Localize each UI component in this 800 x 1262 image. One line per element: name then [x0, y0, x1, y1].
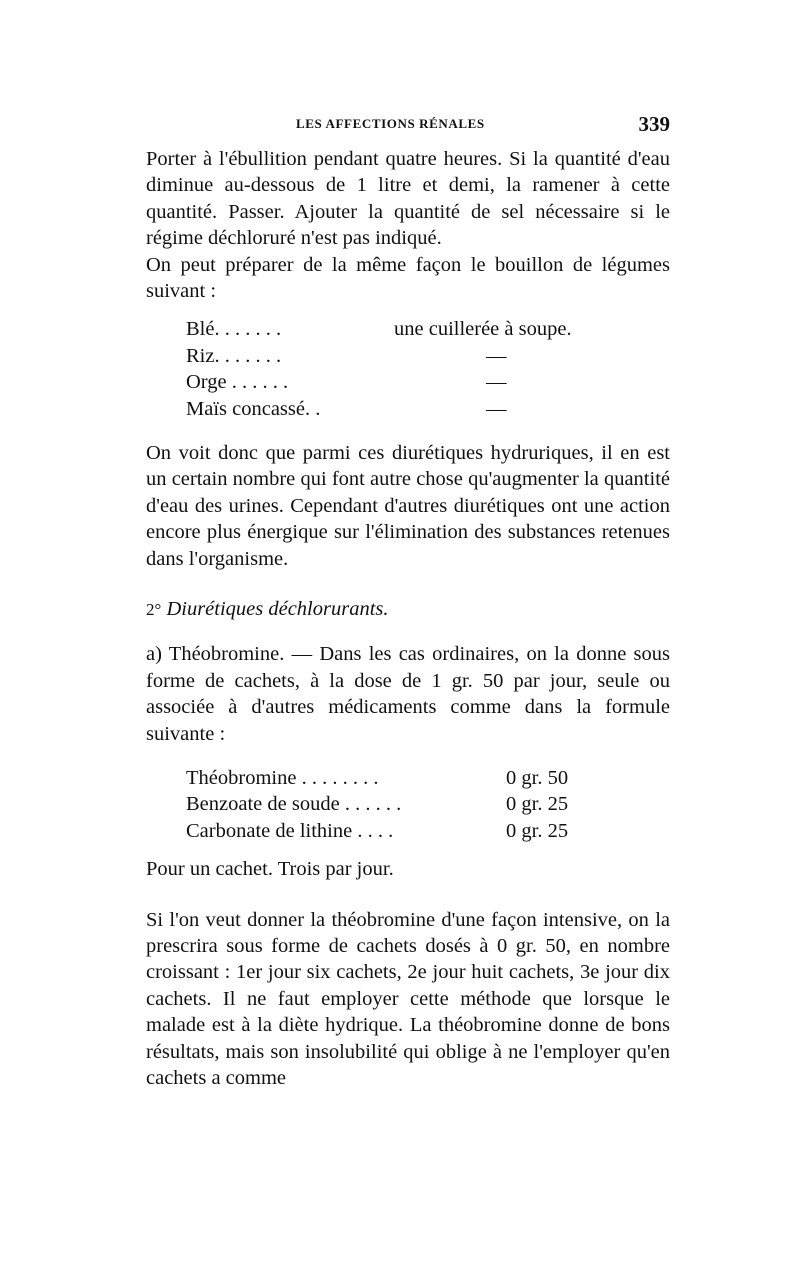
ingredient-quantity: une cuillerée à soupe.	[394, 318, 572, 341]
formula-row	[186, 791, 670, 817]
ingredient-quantity: —	[486, 397, 507, 420]
recipe-row	[186, 343, 670, 369]
ingredient-name: Blé. . . . . . .	[186, 318, 282, 341]
formula-row	[186, 818, 670, 844]
ingredient-quantity: —	[486, 371, 507, 394]
ingredient-quantity: —	[486, 344, 507, 367]
section-number: 2°	[146, 600, 162, 620]
formula-row	[186, 765, 670, 791]
formula-ingredient: Carbonate de lithine . . . .	[186, 819, 394, 842]
ingredient-name: Riz. . . . . . .	[186, 344, 282, 367]
page-number: 339	[638, 112, 670, 136]
paragraph-vegetable-broth: On peut préparer de la même façon le bouillon de légumes suivant :	[146, 253, 670, 303]
formula-dose: 0 gr. 50	[506, 767, 569, 790]
recipe-row	[186, 316, 670, 342]
section-title: Diurétiques déchlorurants.	[166, 598, 389, 621]
paragraph-boiling-instructions: Porter à l'ébullition pendant quatre heures. Si la quantité d'eau diminue au-dessous de 1 litre et demi, la ramener à cette quantité. Passer. Ajouter la quantité de sel nécessaire si le régime déchloruré n'est pas indiqué.	[146, 148, 670, 250]
ingredient-name: Orge . . . . . .	[186, 371, 289, 394]
formula-dose: 0 gr. 25	[506, 819, 569, 842]
vegetable-broth-recipe	[186, 316, 670, 422]
paragraph-intensive-theobromine: Si l'on veut donner la théobromine d'une façon intensive, on la prescrira sous forme de cachets dosés à 0 gr. 50, en nombre croissant : 1er jour six cachets, 2e jour huit cachets, 3e jour dix cachets. Il ne faut employer cette méthode que lorsque le malade est à la diète hydrique. La théobromine donne de bons résultats, mais son insolubilité qui oblige à ne l'employer qu'en cachets a comme	[146, 908, 670, 1090]
formula-ingredient: Théobromine . . . . . . . .	[186, 767, 379, 790]
paragraph-dosage: Pour un cachet. Trois par jour.	[146, 858, 394, 881]
running-title: LES AFFECTIONS RÉNALES	[296, 116, 485, 131]
cachet-formula	[186, 765, 670, 844]
section-heading	[146, 596, 670, 623]
paragraph-theobromine: a) Théobromine. — Dans les cas ordinaires, on la donne sous forme de cachets, à la dose de 1 gr. 50 par jour, seule ou associée à d'autres médicaments comme dans la formule suivante :	[146, 643, 670, 745]
ingredient-name: Maïs concassé. .	[186, 397, 321, 420]
formula-ingredient: Benzoate de soude . . . . . .	[186, 793, 402, 816]
book-page	[146, 112, 670, 1091]
running-head	[146, 112, 670, 146]
formula-dose: 0 gr. 25	[506, 793, 569, 816]
paragraph-hydruric-diuretics: On voit donc que parmi ces diurétiques hydruriques, il en est un certain nombre qui font autre chose qu'augmenter la quantité d'eau des urines. Cependant d'autres diurétiques ont une action encore plus énergique sur l'élimination des substances retenues dans l'organisme.	[146, 442, 670, 570]
recipe-row	[186, 369, 670, 395]
recipe-row	[186, 396, 670, 422]
